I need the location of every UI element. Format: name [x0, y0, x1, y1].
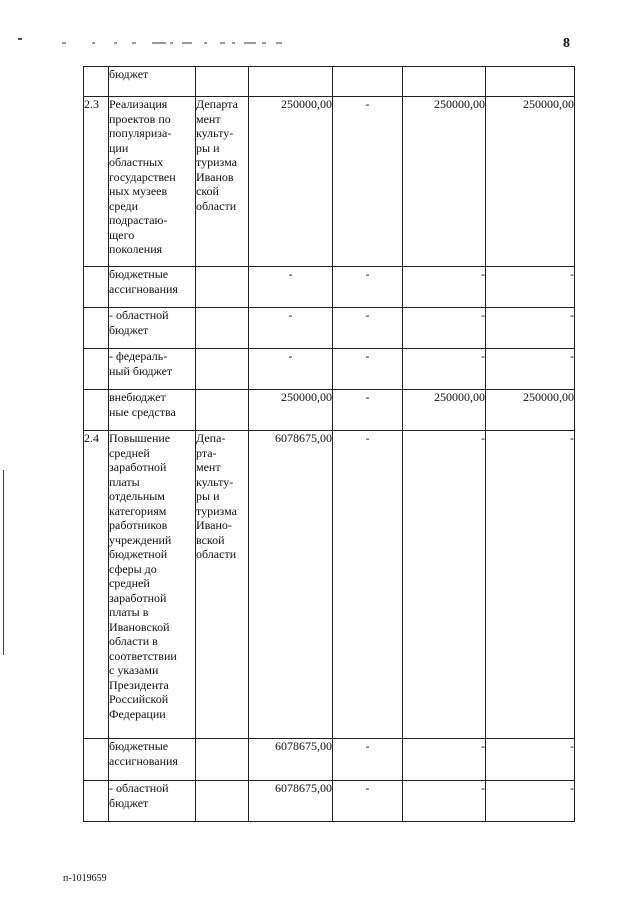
value-col-3-text: -: [481, 349, 485, 363]
value-total: [249, 739, 333, 781]
value-col-3-text: -: [481, 267, 485, 281]
value-col-3: [403, 67, 486, 97]
row-budget-continued: [84, 67, 575, 97]
row-executor: [196, 267, 249, 308]
value-col-4: [486, 267, 575, 308]
value-col-3: [403, 349, 486, 390]
row-name: [109, 390, 196, 431]
value-col-3-text: 250000,00: [434, 390, 485, 404]
page-number: 8: [563, 36, 570, 51]
value-col-4-text: -: [570, 349, 574, 363]
row-number: [84, 431, 109, 739]
scan-artifact-dots: [62, 42, 292, 48]
row-2-4: [84, 431, 575, 739]
row-number: [84, 390, 109, 431]
value-col-4: [486, 349, 575, 390]
row-number: [84, 67, 109, 97]
row-name: [109, 308, 196, 349]
financing-table: [83, 66, 575, 822]
value-col-4-text: -: [570, 781, 574, 795]
value-col-3: [403, 97, 486, 267]
row-2-3-budget: [84, 267, 575, 308]
value-col-4: [486, 97, 575, 267]
value-col-4-text: -: [570, 267, 574, 281]
row-name-text: бюджет: [109, 67, 149, 81]
row-name: [109, 781, 196, 822]
value-col-4-text: 250000,00: [523, 97, 574, 111]
row-executor: [196, 67, 249, 97]
row-executor: [196, 739, 249, 781]
row-name-text: внебюджет ные средства: [109, 390, 176, 419]
value-col-3: [403, 308, 486, 349]
row-executor: [196, 349, 249, 390]
document-code: п-1019659: [63, 873, 107, 884]
value-col-4: [486, 308, 575, 349]
value-total-text: 6078675,00: [275, 431, 332, 445]
value-col-2-text: -: [365, 349, 370, 363]
value-col-4: [486, 739, 575, 781]
value-col-4: [486, 67, 575, 97]
value-col-3: [403, 739, 486, 781]
value-total: [249, 431, 333, 739]
row-name-text: - областной бюджет: [109, 781, 169, 810]
value-col-4-text: -: [570, 431, 574, 445]
row-executor: [196, 308, 249, 349]
value-col-2-text: -: [365, 390, 370, 404]
value-col-4-text: -: [570, 308, 574, 322]
row-executor: [196, 390, 249, 431]
row-name: [109, 431, 196, 739]
row-2-3-federal: [84, 349, 575, 390]
value-col-2: [333, 781, 403, 822]
row-name: [109, 97, 196, 267]
value-col-3: [403, 781, 486, 822]
value-total: [249, 308, 333, 349]
value-col-3: [403, 390, 486, 431]
value-total-text: 250000,00: [281, 97, 332, 111]
value-col-3: [403, 267, 486, 308]
row-number: [84, 267, 109, 308]
value-col-2-text: -: [365, 431, 370, 445]
row-name-text: Повышение средней заработной платы отдельным категориям работников учреждений бюджетной сферы до средней заработной платы в Ивановской области в соответствии с указами Президента Российской Федерации: [109, 431, 177, 721]
row-number-text: 2.4: [84, 431, 99, 445]
scan-artifact-line: [3, 470, 4, 655]
row-number-text: 2.3: [84, 97, 99, 111]
row-2-4-regional: [84, 781, 575, 822]
value-col-2: [333, 390, 403, 431]
value-total-text: 250000,00: [281, 390, 332, 404]
value-col-2-text: -: [365, 739, 370, 753]
value-total: [249, 349, 333, 390]
value-total: [249, 390, 333, 431]
value-total-text: -: [288, 308, 293, 322]
value-col-2: [333, 267, 403, 308]
value-col-3: [403, 431, 486, 739]
row-executor: [196, 97, 249, 267]
value-col-3-text: 250000,00: [434, 97, 485, 111]
value-col-2-text: -: [365, 267, 370, 281]
value-col-2: [333, 308, 403, 349]
value-col-4-text: -: [570, 739, 574, 753]
row-2-3-extrabudget: [84, 390, 575, 431]
value-col-2-text: -: [365, 308, 370, 322]
value-total-text: 6078675,00: [275, 739, 332, 753]
value-col-3-text: -: [481, 431, 485, 445]
row-name-text: бюджетные ассигнования: [109, 267, 178, 296]
value-total: [249, 97, 333, 267]
value-col-3-text: -: [481, 739, 485, 753]
row-number: [84, 97, 109, 267]
value-total: [249, 67, 333, 97]
row-2-4-budget: [84, 739, 575, 781]
value-col-2-text: -: [365, 781, 370, 795]
row-executor: [196, 781, 249, 822]
row-executor-text: Депа- рта- мент культу- ры и туризма Ивано- вской области: [196, 431, 237, 561]
value-total-text: -: [288, 349, 293, 363]
value-col-2: [333, 431, 403, 739]
row-number: [84, 308, 109, 349]
value-col-2-text: -: [365, 97, 370, 111]
row-name-text: - областной бюджет: [109, 308, 169, 337]
value-col-2: [333, 739, 403, 781]
value-col-4: [486, 431, 575, 739]
value-total-text: -: [288, 267, 293, 281]
value-total: [249, 781, 333, 822]
value-col-3-text: -: [481, 781, 485, 795]
value-col-4: [486, 390, 575, 431]
value-col-4: [486, 781, 575, 822]
row-name-text: Реализация проектов по популяриза- ции областных государствен ных музеев среди подрастаю- щего поколения: [109, 97, 176, 256]
row-number: [84, 781, 109, 822]
row-number: [84, 349, 109, 390]
row-name-text: - федераль- ный бюджет: [109, 349, 173, 378]
row-name: [109, 67, 196, 97]
value-total-text: 6078675,00: [275, 781, 332, 795]
row-executor-text: Департа мент культу- ры и туризма Иванов ской области: [196, 97, 238, 213]
row-name-text: бюджетные ассигнования: [109, 739, 178, 768]
value-total: [249, 267, 333, 308]
row-2-3: [84, 97, 575, 267]
row-number: [84, 739, 109, 781]
value-col-2: [333, 67, 403, 97]
row-name: [109, 739, 196, 781]
value-col-4-text: 250000,00: [523, 390, 574, 404]
scan-artifact-mark: [18, 38, 22, 40]
row-name: [109, 349, 196, 390]
row-name: [109, 267, 196, 308]
value-col-2: [333, 349, 403, 390]
row-executor: [196, 431, 249, 739]
value-col-2: [333, 97, 403, 267]
row-2-3-regional: [84, 308, 575, 349]
value-col-3-text: -: [481, 308, 485, 322]
